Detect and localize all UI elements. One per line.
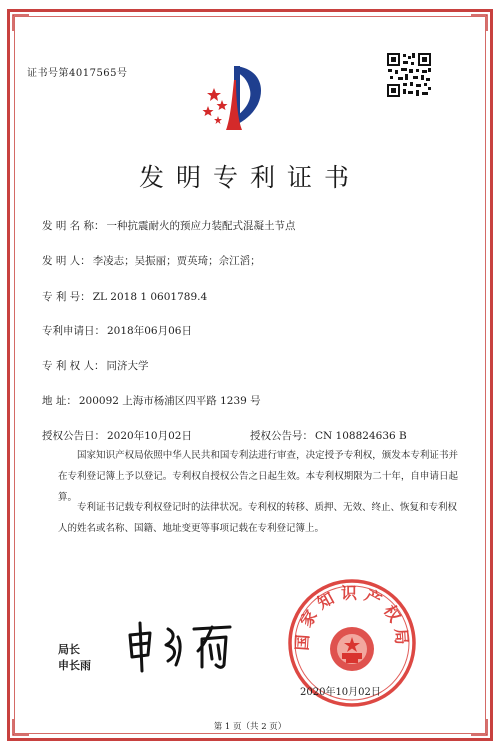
page-footer: 第 1 页（共 2 页） xyxy=(213,722,287,732)
svg-text:国家知识产权局: 国家知识产权局 xyxy=(292,583,412,652)
field-inventors xyxy=(42,253,261,268)
qr-code-icon xyxy=(386,52,432,98)
field-grant-date xyxy=(42,428,192,443)
seal-date: 2020年10月02日 xyxy=(300,687,381,698)
corner-ornament-top-right xyxy=(465,9,493,37)
certificate-title: 发明专利证书 xyxy=(138,163,361,192)
field-label: 专 利 权 人： xyxy=(42,360,105,372)
chief-name: 申长雨 xyxy=(58,659,91,672)
field-patentee xyxy=(42,358,149,373)
field-value: 李凌志；吴振丽；贾英琦；佘江滔； xyxy=(92,255,261,267)
field-value: 2020年10月02日 xyxy=(107,430,192,442)
statement-paragraph-2: 专利证书记载专利权登记时的法律状况。专利权的转移、质押、无效、终止、恢复和专利权人的姓名或名称、国籍、地址变更等事项记载在专利登记簿上。 xyxy=(58,502,458,534)
field-invention-name xyxy=(42,218,296,233)
field-label: 地 址： xyxy=(42,395,77,407)
corner-ornament-top-left xyxy=(7,9,35,37)
field-value: 一种抗震耐火的预应力装配式混凝土节点 xyxy=(106,220,296,232)
certificate-number: 证书号第4017565号 xyxy=(27,68,128,79)
field-label: 发 明 名 称： xyxy=(42,220,105,232)
field-application-date xyxy=(42,323,192,338)
field-address xyxy=(42,393,261,408)
field-value: 同济大学 xyxy=(106,360,149,372)
field-value: 200092 上海市杨浦区四平路 1239 号 xyxy=(78,395,261,407)
handwritten-signature xyxy=(120,615,245,675)
field-label: 专利申请日： xyxy=(42,325,105,337)
statement-paragraph-1: 国家知识产权局依照中华人民共和国专利法进行审查，决定授予专利权，颁发本专利证书并在专利登记簿上予以登记。专利权自授权公告之日起生效。本专利权期限为二十年，自申请日起算。 xyxy=(58,450,458,503)
field-label: 授权公告号： xyxy=(250,430,313,442)
field-value: CN 108824636 B xyxy=(315,430,407,442)
patent-office-logo-icon xyxy=(200,60,270,138)
field-grant-number xyxy=(250,428,407,443)
field-label: 发 明 人： xyxy=(42,255,91,267)
field-patent-number xyxy=(42,289,207,304)
field-label: 授权公告日： xyxy=(42,430,105,442)
field-value: 2018年06月06日 xyxy=(107,325,192,337)
field-label: 专 利 号： xyxy=(42,291,91,303)
chief-title: 局长 xyxy=(58,643,80,656)
field-value: ZL 2018 1 0601789.4 xyxy=(92,291,208,303)
